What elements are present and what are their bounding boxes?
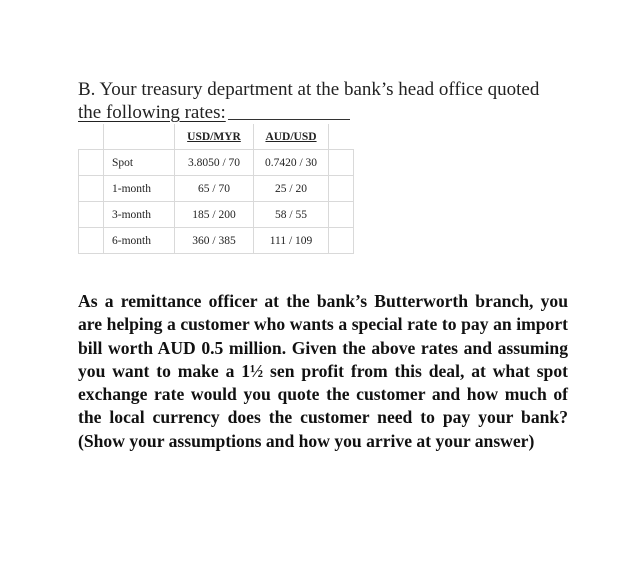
aud-usd-cell: 58 / 55 (254, 202, 329, 228)
table-row (79, 150, 354, 176)
table-header-row (79, 124, 354, 150)
usd-myr-cell: 360 / 385 (175, 228, 254, 254)
usd-myr-cell: 65 / 70 (175, 176, 254, 202)
section-heading (78, 78, 568, 124)
heading-line-2: the following rates: (78, 102, 226, 123)
heading-line-1: B. Your treasury department at the bank’s head office quoted (78, 79, 540, 100)
exchange-rate-table (78, 124, 354, 254)
usd-myr-cell: 185 / 200 (175, 202, 254, 228)
row-label: 3-month (104, 202, 175, 228)
aud-usd-cell: 111 / 109 (254, 228, 329, 254)
row-label: Spot (104, 150, 175, 176)
header-usd-myr: USD/MYR (175, 124, 254, 150)
aud-usd-cell: 25 / 20 (254, 176, 329, 202)
row-label: 6-month (104, 228, 175, 254)
row-label: 1-month (104, 176, 175, 202)
aud-usd-cell: 0.7420 / 30 (254, 150, 329, 176)
table-row (79, 202, 354, 228)
header-aud-usd: AUD/USD (254, 124, 329, 150)
question-text: As a remittance officer at the bank’s Butterworth branch, you are helping a customer who wants a special rate to pay an import bill worth AUD 0.5 million. Given the above rates and assuming you want to make a 1½ sen profit from this deal, at what spot exchange rate would you quote the customer and how much of the local currency does the customer need to pay your bank? (Show your assumptions and how you arrive at your answer) (78, 291, 568, 451)
usd-myr-cell: 3.8050 / 70 (175, 150, 254, 176)
heading-rule (228, 119, 350, 120)
table-row (79, 176, 354, 202)
table-row (79, 228, 354, 254)
